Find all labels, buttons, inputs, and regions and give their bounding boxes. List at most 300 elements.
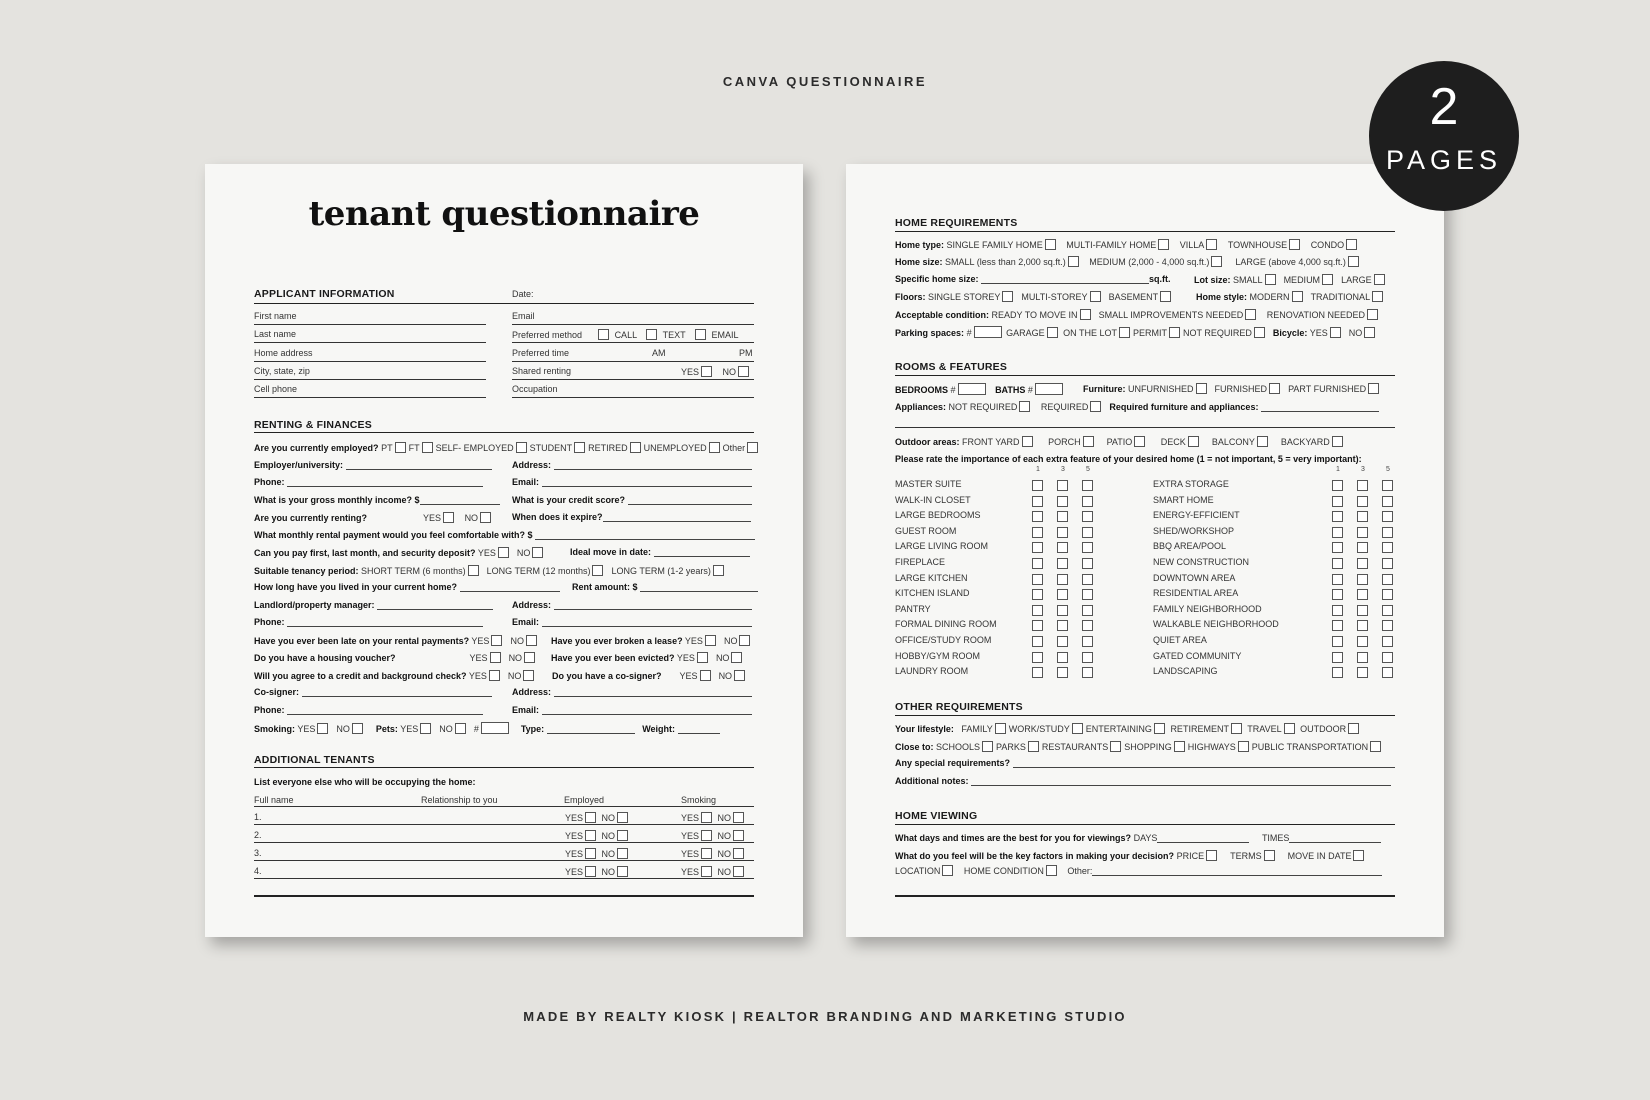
rooms-heading: ROOMS & FEATURES (895, 361, 1008, 373)
rating-checkbox[interactable] (1032, 605, 1043, 616)
col-relationship: Relationship to you (421, 795, 498, 805)
checkbox[interactable] (1080, 309, 1091, 320)
rating-checkbox[interactable] (1082, 496, 1093, 507)
broken-row: Have you ever broken a lease? YES NO (551, 635, 753, 646)
rating-checkbox[interactable] (1057, 667, 1068, 678)
feature-label: LARGE BEDROOMS (895, 510, 981, 521)
section-rule (895, 231, 1395, 232)
tenant-smoking: YES NO (681, 830, 747, 841)
input-line[interactable] (254, 878, 754, 879)
rating-checkbox[interactable] (1032, 496, 1043, 507)
rating-checkbox[interactable] (1332, 511, 1343, 522)
rating-checkbox[interactable] (1382, 496, 1393, 507)
rating-checkbox[interactable] (1082, 480, 1093, 491)
rating-checkbox[interactable] (1332, 558, 1343, 569)
checkbox[interactable] (705, 635, 716, 646)
feature-label: LARGE LIVING ROOM (895, 541, 989, 552)
checkbox[interactable] (1022, 436, 1033, 447)
checkbox[interactable] (1119, 327, 1130, 338)
field-last-name: Last name (254, 329, 297, 339)
checkbox[interactable] (1346, 239, 1357, 250)
checkbox[interactable] (1332, 436, 1343, 447)
rating-checkbox[interactable] (1357, 542, 1368, 553)
days-row: What days and times are the best for you for viewings? DAYS TIMES (895, 833, 1381, 843)
rating-checkbox[interactable] (1357, 480, 1368, 491)
factors-row-2: LOCATION HOME CONDITION Other: (895, 865, 1382, 876)
rating-checkbox[interactable] (1357, 527, 1368, 538)
col-smoking: Smoking (681, 795, 717, 805)
agree-row: Will you agree to a credit and background check? YES NO (254, 670, 537, 681)
checkbox[interactable] (734, 670, 745, 681)
feature-label: PANTRY (895, 603, 931, 614)
checkbox[interactable] (1047, 327, 1058, 338)
scale-label: 5 (1386, 466, 1390, 473)
employer-row: Employer/university: (254, 460, 492, 470)
feature-label: LANDSCAPING (1153, 666, 1218, 677)
checkbox[interactable] (739, 635, 750, 646)
checkbox[interactable] (942, 865, 953, 876)
input-line[interactable] (512, 324, 754, 325)
checkbox[interactable] (1188, 436, 1199, 447)
rating-checkbox[interactable] (1382, 605, 1393, 616)
input-line[interactable] (254, 379, 486, 380)
checkbox[interactable] (1374, 274, 1385, 285)
scale-label: 5 (1086, 466, 1090, 473)
checkbox[interactable] (733, 866, 744, 877)
number-box[interactable] (1035, 383, 1063, 395)
checkbox[interactable] (733, 830, 744, 841)
rating-checkbox[interactable] (1357, 496, 1368, 507)
home-style-row: Home style: MODERN TRADITIONAL (1196, 291, 1386, 302)
viewing-heading: HOME VIEWING (895, 810, 978, 822)
rating-checkbox[interactable] (1382, 542, 1393, 553)
rating-checkbox[interactable] (1082, 511, 1093, 522)
checkbox[interactable] (1206, 239, 1217, 250)
rating-checkbox[interactable] (1332, 605, 1343, 616)
landlord-email-row: Email: (512, 617, 752, 627)
rating-checkbox[interactable] (1357, 589, 1368, 600)
rating-checkbox[interactable] (1382, 620, 1393, 631)
feature-label: WALK-IN CLOSET (895, 494, 971, 505)
feature-label: LARGE KITCHEN (895, 572, 968, 583)
field-email: Email (512, 311, 535, 321)
email-row: Email: (512, 477, 752, 487)
specific-size-row: Specific home size: sq.ft. (895, 274, 1171, 284)
rating-checkbox[interactable] (1382, 574, 1393, 585)
rating-checkbox[interactable] (1082, 558, 1093, 569)
lifestyle-row: Your lifestyle: FAMILY WORK/STUDY ENTERTAINING RETIREMENT TRAVEL OUTDOOR (895, 723, 1362, 734)
checkbox[interactable] (1368, 383, 1379, 394)
checkbox[interactable] (585, 848, 596, 859)
parking-row: Parking spaces: # GARAGE ON THE LOT PERMIT NOT REQUIRED Bicycle: YES NO (895, 326, 1378, 338)
rating-checkbox[interactable] (1032, 527, 1043, 538)
checkbox[interactable] (695, 329, 706, 340)
rating-checkbox[interactable] (1357, 605, 1368, 616)
checkbox[interactable] (1174, 741, 1185, 752)
feature-label: DOWNTOWN AREA (1153, 572, 1236, 583)
checkbox[interactable] (1348, 256, 1359, 267)
badge-text: PAGES (1385, 145, 1503, 175)
checkbox[interactable] (1134, 436, 1145, 447)
checkbox[interactable] (422, 442, 433, 453)
page-1 (205, 164, 803, 937)
monthly-row: What monthly rental payment would you feel comfortable with? $ (254, 530, 755, 540)
input-line[interactable] (512, 397, 754, 398)
checkbox[interactable] (1322, 274, 1333, 285)
close-to-row: Close to: SCHOOLS PARKS RESTAURANTS SHOPPING HIGHWAYS PUBLIC TRANSPORTATION (895, 741, 1384, 752)
field-cell-phone: Cell phone (254, 384, 298, 394)
footer-label: MADE BY REALTY KIOSK | REALTOR BRANDING AND MARKETING STUDIO (523, 1009, 1127, 1024)
rating-checkbox[interactable] (1382, 558, 1393, 569)
checkbox[interactable] (1206, 850, 1217, 861)
feature-label: HOBBY/GYM ROOM (895, 650, 981, 661)
feature-label: MASTER SUITE (895, 479, 962, 489)
checkbox[interactable] (1090, 291, 1101, 302)
tenant-row-number: 4. (254, 866, 262, 876)
checkbox[interactable] (701, 812, 712, 823)
other-heading: OTHER REQUIREMENTS (895, 701, 1023, 713)
checkbox[interactable] (585, 866, 596, 877)
checkbox[interactable] (352, 723, 363, 734)
rating-checkbox[interactable] (1057, 589, 1068, 600)
rating-checkbox[interactable] (1082, 542, 1093, 553)
checkbox[interactable] (468, 565, 479, 576)
notes-row: Additional notes: (895, 776, 1391, 786)
checkbox[interactable] (395, 442, 406, 453)
factors-row: What do you feel will be the key factors in making your decision? PRICE TERMS MOVE IN DATE (895, 850, 1367, 861)
checkbox[interactable] (585, 812, 596, 823)
checkbox[interactable] (1160, 291, 1171, 302)
rating-checkbox[interactable] (1082, 574, 1093, 585)
rating-checkbox[interactable] (1357, 558, 1368, 569)
checkbox[interactable] (700, 670, 711, 681)
checkbox[interactable] (489, 670, 500, 681)
rating-checkbox[interactable] (1032, 652, 1043, 663)
checkbox[interactable] (420, 723, 431, 734)
checkbox[interactable] (524, 652, 535, 663)
lot-size-row: Lot size: SMALL MEDIUM LARGE (1194, 274, 1388, 285)
checkbox[interactable] (598, 329, 609, 340)
rating-checkbox[interactable] (1032, 511, 1043, 522)
checkbox[interactable] (995, 723, 1006, 734)
feature-label: RESIDENTIAL AREA (1153, 588, 1239, 599)
tenant-employed: YES NO (565, 830, 631, 841)
checkbox[interactable] (1019, 401, 1030, 412)
section-rule (895, 824, 1395, 825)
rating-checkbox[interactable] (1032, 574, 1043, 585)
tenant-smoking: YES NO (681, 866, 747, 877)
checkbox[interactable] (738, 366, 749, 377)
am-label: AM (652, 348, 666, 358)
number-box[interactable] (958, 383, 986, 395)
checkbox[interactable] (617, 830, 628, 841)
landlord-address-row: Address: (512, 600, 752, 610)
rating-checkbox[interactable] (1357, 574, 1368, 585)
checkbox[interactable] (1372, 291, 1383, 302)
shared-yes-no: YES NO (681, 366, 752, 377)
input-line[interactable] (512, 361, 754, 362)
checkbox[interactable] (1231, 723, 1242, 734)
checkbox[interactable] (1367, 309, 1378, 320)
tenant-smoking: YES NO (681, 812, 747, 823)
section-rule (254, 303, 754, 304)
rating-checkbox[interactable] (1332, 542, 1343, 553)
checkbox[interactable] (1330, 327, 1341, 338)
renting-heading: RENTING & FINANCES (254, 419, 372, 431)
tenant-row-number: 2. (254, 830, 262, 840)
employer-address-row: Address: (512, 460, 752, 470)
checkbox[interactable] (1264, 850, 1275, 861)
rating-checkbox[interactable] (1332, 589, 1343, 600)
input-line[interactable] (254, 324, 486, 325)
feature-label: FAMILY NEIGHBORHOOD (1153, 603, 1262, 614)
checkbox[interactable] (480, 512, 491, 523)
rating-checkbox[interactable] (1057, 480, 1068, 491)
checkbox[interactable] (1045, 239, 1056, 250)
field-first-name: First name (254, 311, 297, 321)
floors-row: Floors: SINGLE STOREY MULTI-STOREY BASEMENT (895, 291, 1174, 302)
rating-checkbox[interactable] (1032, 558, 1043, 569)
rating-checkbox[interactable] (1032, 636, 1043, 647)
checkbox[interactable] (532, 547, 543, 558)
checkbox[interactable] (697, 652, 708, 663)
rating-checkbox[interactable] (1057, 620, 1068, 631)
tenant-employed: YES NO (565, 812, 631, 823)
checkbox[interactable] (455, 723, 466, 734)
rating-checkbox[interactable] (1357, 652, 1368, 663)
rating-checkbox[interactable] (1382, 667, 1393, 678)
checkbox[interactable] (701, 848, 712, 859)
evicted-row: Have you ever been evicted? YES NO (551, 652, 745, 663)
employed-row: Are you currently employed? PT FT SELF- EMPLOYED STUDENT RETIRED UNEMPLOYED Other (254, 442, 761, 453)
checkbox[interactable] (701, 830, 712, 841)
checkbox[interactable] (498, 547, 509, 558)
checkbox[interactable] (731, 652, 742, 663)
rating-checkbox[interactable] (1032, 589, 1043, 600)
checkbox[interactable] (1292, 291, 1303, 302)
input-line[interactable] (254, 824, 754, 825)
checkbox[interactable] (617, 812, 628, 823)
checkbox[interactable] (1284, 723, 1295, 734)
checkbox[interactable] (1289, 239, 1300, 250)
checkbox[interactable] (1254, 327, 1265, 338)
checkbox[interactable] (617, 848, 628, 859)
checkbox[interactable] (574, 442, 585, 453)
checkbox[interactable] (1348, 723, 1359, 734)
rating-checkbox[interactable] (1082, 605, 1093, 616)
checkbox[interactable] (1265, 274, 1276, 285)
rating-checkbox[interactable] (1057, 605, 1068, 616)
input-line[interactable] (254, 342, 486, 343)
rating-checkbox[interactable] (1357, 511, 1368, 522)
checkbox[interactable] (1196, 383, 1207, 394)
rating-checkbox[interactable] (1057, 558, 1068, 569)
checkbox[interactable] (1238, 741, 1249, 752)
home-size-row: Home size: SMALL (less than 2,000 sq.ft.) MEDIUM (2,000 - 4,000 sq.ft.) LARGE (above 4,000 sq.ft.) (895, 256, 1362, 267)
how-long-row: How long have you lived in your current home? (254, 582, 560, 592)
input-line[interactable] (512, 342, 754, 343)
rating-checkbox[interactable] (1332, 636, 1343, 647)
scale-label: 3 (1361, 466, 1365, 473)
checkbox[interactable] (491, 635, 502, 646)
rating-checkbox[interactable] (1332, 652, 1343, 663)
rating-checkbox[interactable] (1332, 620, 1343, 631)
rating-checkbox[interactable] (1082, 589, 1093, 600)
checkbox[interactable] (1090, 401, 1101, 412)
input-line[interactable] (254, 860, 754, 861)
input-line[interactable] (254, 361, 486, 362)
checkbox[interactable] (747, 442, 758, 453)
feature-label: EXTRA STORAGE (1153, 479, 1229, 489)
rating-checkbox[interactable] (1032, 620, 1043, 631)
checkbox[interactable] (1083, 436, 1094, 447)
checkbox[interactable] (1002, 291, 1013, 302)
rating-checkbox[interactable] (1332, 480, 1343, 491)
checkbox[interactable] (1158, 239, 1169, 250)
checkbox[interactable] (1068, 256, 1079, 267)
checkbox[interactable] (1028, 741, 1039, 752)
feature-label: KITCHEN ISLAND (895, 588, 970, 599)
scale-label: 1 (1036, 466, 1040, 473)
checkbox[interactable] (523, 670, 534, 681)
checkbox[interactable] (733, 848, 744, 859)
number-box[interactable] (481, 722, 509, 734)
checkbox[interactable] (1370, 741, 1381, 752)
rating-checkbox[interactable] (1057, 511, 1068, 522)
tenant-smoking: YES NO (681, 848, 747, 859)
rating-checkbox[interactable] (1382, 652, 1393, 663)
rating-checkbox[interactable] (1382, 527, 1393, 538)
feature-label: NEW CONSTRUCTION (1153, 557, 1249, 567)
outdoor-row: Outdoor areas: FRONT YARD PORCH PATIO DECK BALCONY BACKYARD (895, 436, 1346, 447)
phone-row: Phone: (254, 477, 483, 487)
checkbox[interactable] (982, 741, 993, 752)
checkbox[interactable] (701, 866, 712, 877)
rating-checkbox[interactable] (1357, 620, 1368, 631)
rating-checkbox[interactable] (1382, 636, 1393, 647)
rating-checkbox[interactable] (1082, 667, 1093, 678)
tenancy-row: Suitable tenancy period: SHORT TERM (6 months) LONG TERM (12 months) LONG TERM (1-2 years) (254, 565, 727, 576)
credit-score-row: What is your credit score? (512, 495, 752, 505)
rating-checkbox[interactable] (1057, 574, 1068, 585)
page-2 (846, 164, 1444, 937)
checkbox[interactable] (516, 442, 527, 453)
checkbox[interactable] (617, 866, 628, 877)
pages-badge (1369, 61, 1519, 211)
section-rule (254, 432, 754, 433)
rating-checkbox[interactable] (1057, 542, 1068, 553)
checkbox[interactable] (1110, 741, 1121, 752)
rate-instruction: Please rate the importance of each extra feature of your desired home (1 = not important, 5 = very important): (895, 454, 1362, 464)
condition-row: Acceptable condition: READY TO MOVE IN SMALL IMPROVEMENTS NEEDED RENOVATION NEEDED (895, 309, 1381, 320)
checkbox[interactable] (1364, 327, 1375, 338)
feature-label: WALKABLE NEIGHBORHOOD (1153, 619, 1279, 630)
checkbox[interactable] (701, 366, 712, 377)
rating-checkbox[interactable] (1357, 667, 1368, 678)
rating-checkbox[interactable] (1332, 496, 1343, 507)
checkbox[interactable] (1072, 723, 1083, 734)
checkbox[interactable] (630, 442, 641, 453)
field-occupation: Occupation (512, 384, 558, 394)
rating-checkbox[interactable] (1057, 636, 1068, 647)
input-line[interactable] (895, 427, 1395, 428)
feature-label: OFFICE/STUDY ROOM (895, 635, 992, 645)
checkbox[interactable] (1154, 723, 1165, 734)
number-box[interactable] (974, 326, 1002, 338)
checkbox[interactable] (443, 512, 454, 523)
checkbox[interactable] (1169, 327, 1180, 338)
checkbox[interactable] (317, 723, 328, 734)
checkbox[interactable] (490, 652, 501, 663)
checkbox[interactable] (709, 442, 720, 453)
rating-checkbox[interactable] (1082, 620, 1093, 631)
rating-checkbox[interactable] (1382, 511, 1393, 522)
header-label: CANVA QUESTIONNAIRE (722, 74, 928, 89)
field-city: City, state, zip (254, 366, 310, 376)
list-label: List everyone else who will be occupying the home: (254, 777, 476, 787)
field-shared-renting: Shared renting (512, 366, 572, 376)
rating-checkbox[interactable] (1082, 636, 1093, 647)
rating-checkbox[interactable] (1332, 667, 1343, 678)
cosigner-q-row: Do you have a co-signer? YES NO (552, 670, 748, 681)
feature-label: LAUNDRY ROOM (895, 666, 969, 677)
input-line[interactable] (254, 842, 754, 843)
feature-label: SMART HOME (1153, 494, 1214, 505)
checkbox[interactable] (713, 565, 724, 576)
rating-checkbox[interactable] (1057, 652, 1068, 663)
rating-checkbox[interactable] (1032, 480, 1043, 491)
checkbox[interactable] (526, 635, 537, 646)
checkbox[interactable] (1046, 865, 1057, 876)
voucher-row: Do you have a housing voucher? YES NO (254, 652, 538, 663)
checkbox[interactable] (1269, 383, 1280, 394)
field-home-address: Home address (254, 348, 313, 358)
smoking-pets-row: Smoking: YES NO Pets: YES NO # Type: Weight: (254, 722, 720, 734)
input-line (254, 806, 754, 807)
checkbox[interactable] (1211, 256, 1222, 267)
input-line[interactable] (512, 379, 754, 380)
input-line[interactable] (254, 397, 486, 398)
checkbox[interactable] (585, 830, 596, 841)
feature-label: GUEST ROOM (895, 525, 957, 536)
rating-checkbox[interactable] (1357, 636, 1368, 647)
section-rule (895, 375, 1395, 376)
badge-number: 2 (1429, 78, 1459, 136)
page-end-rule (254, 895, 754, 897)
rating-checkbox[interactable] (1082, 652, 1093, 663)
checkbox[interactable] (592, 565, 603, 576)
bedrooms-row: BEDROOMS # BATHS # (895, 383, 1065, 395)
checkbox[interactable] (1245, 309, 1256, 320)
rating-checkbox[interactable] (1032, 667, 1043, 678)
checkbox[interactable] (1353, 850, 1364, 861)
special-row: Any special requirements? (895, 758, 1395, 768)
rating-checkbox[interactable] (1382, 589, 1393, 600)
rating-checkbox[interactable] (1082, 527, 1093, 538)
rating-checkbox[interactable] (1057, 496, 1068, 507)
checkbox[interactable] (1257, 436, 1268, 447)
checkbox[interactable] (646, 329, 657, 340)
rating-checkbox[interactable] (1057, 527, 1068, 538)
scale-label: 3 (1061, 466, 1065, 473)
rating-checkbox[interactable] (1332, 574, 1343, 585)
rating-checkbox[interactable] (1382, 480, 1393, 491)
tenant-employed: YES NO (565, 848, 631, 859)
rating-checkbox[interactable] (1332, 527, 1343, 538)
checkbox[interactable] (733, 812, 744, 823)
rating-checkbox[interactable] (1032, 542, 1043, 553)
renting-row: Are you currently renting? YES NO (254, 512, 494, 523)
